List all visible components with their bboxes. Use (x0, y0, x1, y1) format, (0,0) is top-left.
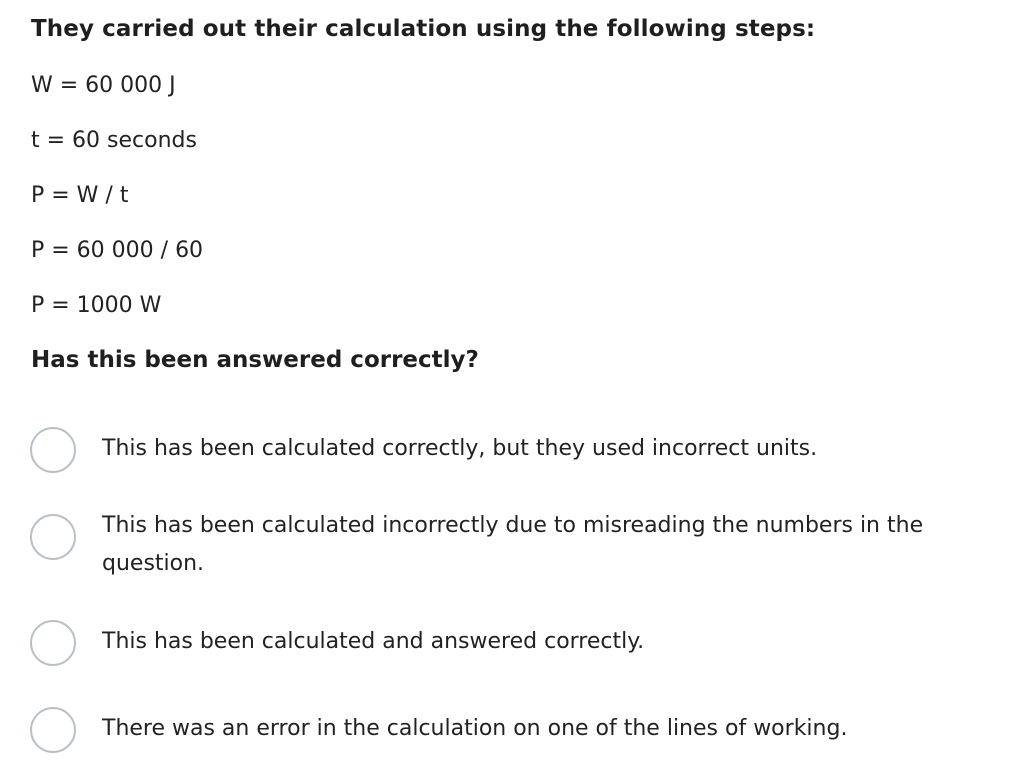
working-step-work: W = 60 000 J (31, 73, 176, 98)
radio-button[interactable] (30, 514, 76, 560)
answer-option-label: This has been calculated correctly, but they used incorrect units. (102, 436, 818, 461)
answer-option-label: This has been calculated and answered correctly. (102, 629, 645, 654)
answer-option-label: This has been calculated incorrectly due to misreading the numbers in the question. (102, 513, 924, 576)
working-step-substitution: P = 60 000 / 60 (31, 238, 204, 263)
working-step-result: P = 1000 W (31, 293, 162, 318)
answer-option-3[interactable] (30, 618, 990, 668)
working-step-time: t = 60 seconds (31, 128, 197, 153)
radio-button[interactable] (30, 707, 76, 753)
question-prompt: Has this been answered correctly? (31, 347, 479, 373)
answer-option-1[interactable] (30, 425, 990, 475)
radio-button[interactable] (30, 427, 76, 473)
radio-button[interactable] (30, 620, 76, 666)
question-intro: They carried out their calculation using the following steps: (31, 16, 816, 42)
working-step-formula: P = W / t (31, 183, 129, 208)
answer-option-2[interactable] (30, 505, 990, 585)
answer-option-label: There was an error in the calculation on one of the lines of working. (102, 716, 848, 741)
answer-option-4[interactable] (30, 706, 990, 756)
